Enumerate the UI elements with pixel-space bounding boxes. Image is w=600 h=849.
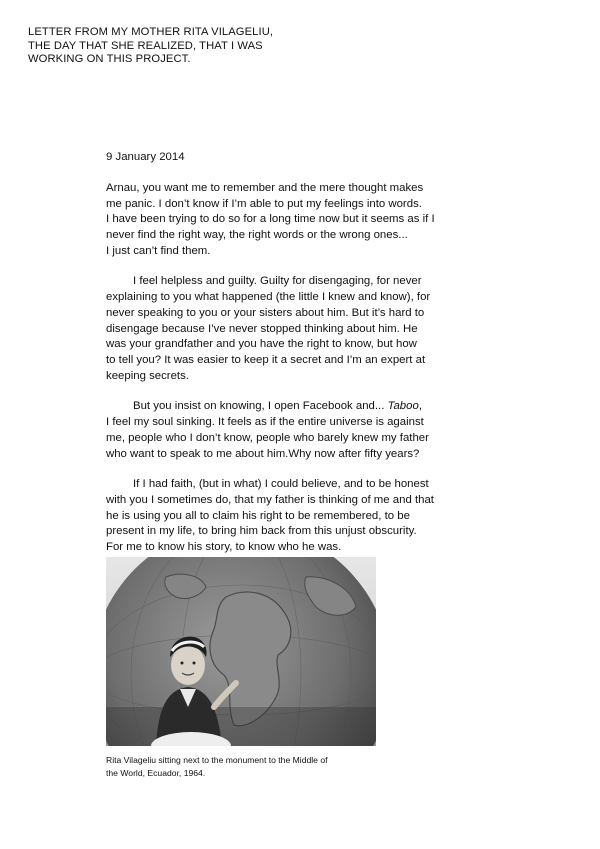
letter-line: to tell you? It was easier to keep it a secret and I’m an expert at [106, 354, 426, 367]
letter-date: 9 January 2014 [106, 151, 185, 163]
letter-line: disengage because I’ve never stopped thinking about him. He [106, 322, 418, 335]
letter-line: For me to know his story, to know who he was. [106, 541, 342, 554]
letter-line: explaining to you what happened (the little I knew and know), for [106, 291, 431, 304]
letter-line: was your grandfather and you have the right to know, but how [106, 338, 417, 351]
taboo-title: Taboo [387, 400, 419, 413]
photo-caption [106, 754, 406, 780]
letter-line: I just can’t find them. [106, 244, 211, 257]
letter-line: keeping secrets. [106, 370, 189, 383]
header-title-line: THE DAY THAT SHE REALIZED, THAT I WAS [28, 39, 263, 52]
letter-line: Arnau, you want me to remember and the mere thought makes [106, 181, 424, 194]
letter-paragraph-3 [106, 399, 451, 462]
page-header-title [28, 26, 328, 67]
letter-text: , [418, 400, 422, 413]
letter-line: me, people who I don’t know, people who barely knew my father [106, 431, 429, 444]
letter-line: I have been trying to do so for a long time now but it seems as if I [106, 213, 435, 226]
letter-line: present in my life, to bring him back from this unjust obscurity. [106, 525, 417, 538]
letter-body [106, 150, 451, 571]
letter-paragraph-4 [106, 477, 451, 556]
letter-line: I feel helpless and guilty. Guilty for disengaging, for never [133, 275, 422, 288]
letter-text: But you insist on knowing, I open Facebook and... [133, 400, 388, 413]
letter-line: who want to speak to me about him.Why now after fifty years? [106, 447, 420, 460]
letter-line: me panic. I don’t know if I’m able to put my feelings into words. [106, 197, 422, 210]
header-title-line: WORKING ON THIS PROJECT. [28, 53, 191, 66]
letter-paragraph-1 [106, 181, 451, 260]
letter-line: he is using you all to claim his right to be remembered, to be [106, 509, 410, 522]
letter-line: never find the right way, the right words or the wrong ones... [106, 229, 408, 242]
header-title-line: LETTER FROM MY MOTHER RITA VILAGELIU, [28, 26, 274, 38]
letter-line [106, 399, 451, 415]
letter-paragraph-2 [106, 274, 451, 385]
monument-photo [106, 557, 376, 746]
letter-line: If I had faith, (but in what) I could believe, and to be honest [133, 478, 429, 491]
caption-line: the World, Ecuador, 1964. [106, 768, 206, 778]
letter-line: never speaking to you or your sisters about him. But it’s hard to [106, 306, 425, 319]
monument-photo-illustration [106, 557, 376, 746]
letter-line: I feel my soul sinking. It feels as if the entire universe is against [106, 416, 424, 429]
letter-line: with you I sometimes do, that my father is thinking of me and that [106, 493, 434, 506]
caption-line: Rita Vilageliu sitting next to the monument to the Middle of [106, 755, 328, 765]
